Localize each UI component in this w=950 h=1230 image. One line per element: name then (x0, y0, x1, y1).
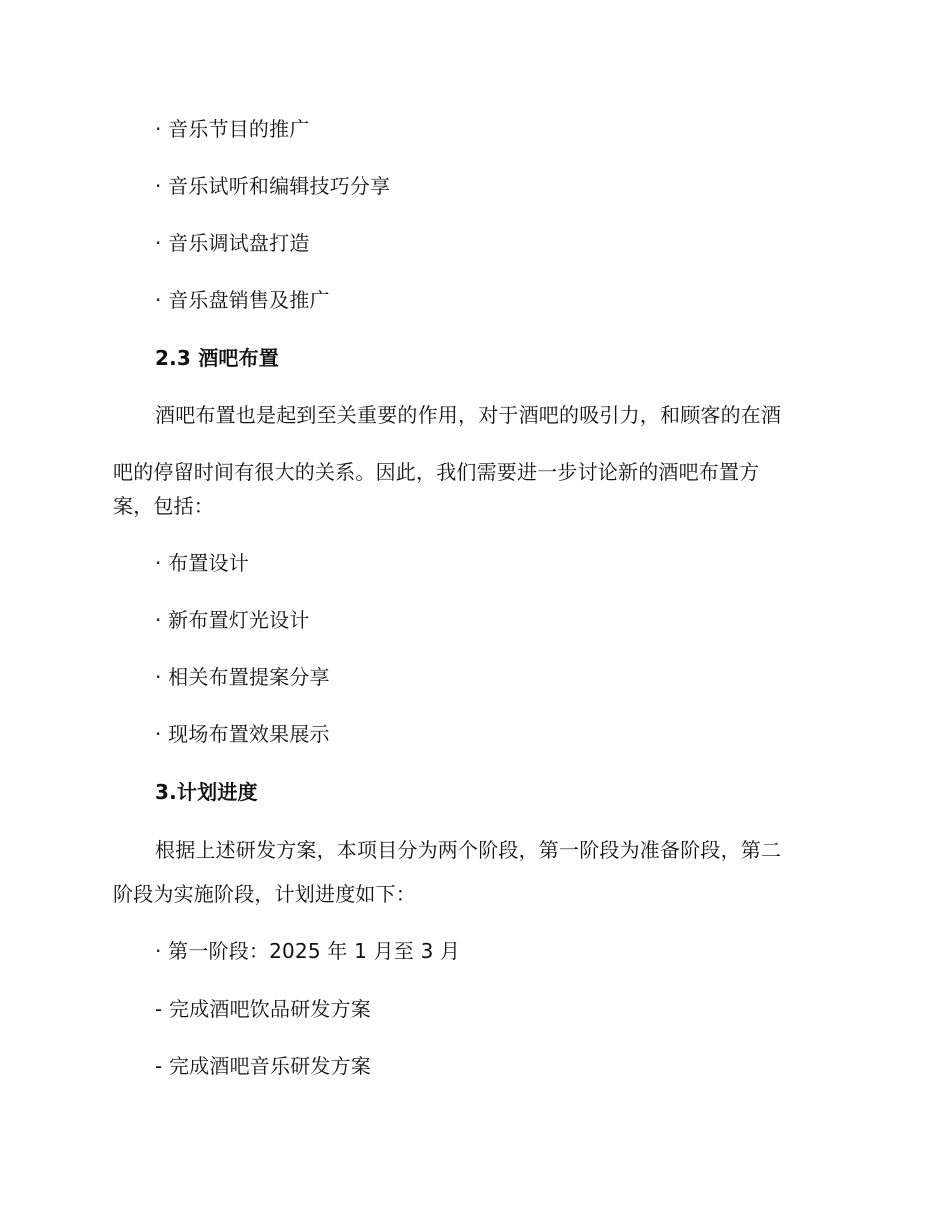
list-item: - 完成酒吧音乐研发方案 (155, 1054, 371, 1078)
section-heading-2-3: 2.3 酒吧布置 (155, 346, 279, 370)
paragraph-line: 阶段为实施阶段，计划进度如下： (113, 882, 416, 906)
list-item: · 新布置灯光设计 (155, 608, 310, 632)
list-item: · 相关布置提案分享 (155, 665, 330, 689)
list-item: · 布置设计 (155, 551, 249, 575)
list-item: · 现场布置效果展示 (155, 722, 330, 746)
list-item: - 完成酒吧饮品研发方案 (155, 997, 371, 1021)
list-item: · 音乐试听和编辑技巧分享 (155, 174, 391, 198)
paragraph-line: 根据上述研发方案，本项目分为两个阶段，第一阶段为准备阶段，第二 (155, 838, 782, 862)
list-item: · 音乐盘销售及推广 (155, 288, 330, 312)
list-item: · 音乐节目的推广 (155, 117, 310, 141)
paragraph-line: 酒吧布置也是起到至关重要的作用，对于酒吧的吸引力，和顾客的在酒 (155, 403, 782, 427)
list-item: · 第一阶段：2025 年 1 月至 3 月 (155, 939, 461, 963)
section-heading-3: 3.计划进度 (155, 780, 258, 804)
list-item: · 音乐调试盘打造 (155, 231, 310, 255)
paragraph-line: 吧的停留时间有很大的关系。因此，我们需要进一步讨论新的酒吧布置方 (113, 460, 760, 484)
paragraph-line: 案，包括： (113, 494, 214, 518)
